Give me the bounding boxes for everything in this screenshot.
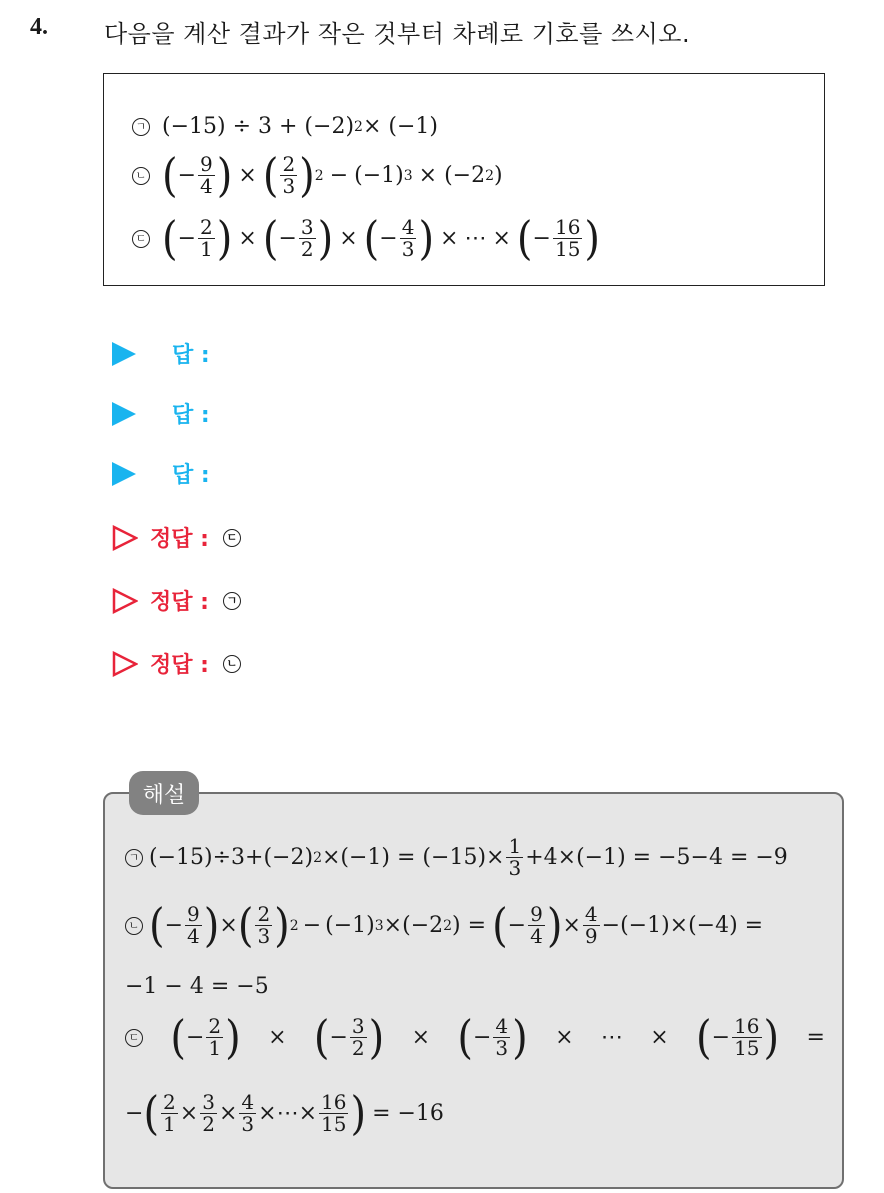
question-number: 4.	[30, 14, 48, 40]
correct-answer-1	[112, 522, 253, 553]
outline-triangle-icon	[112, 651, 138, 677]
marker-c: ㄷ	[132, 230, 150, 248]
explanation-b: ㄴ ( − $\frac{9}{4}$ ) × ( $\frac{2}{3}$ ) 2 − (−1) 3 ×(−2 2 ) = ( − $\frac{9}{4}$ ) × $\frac{4}{9}$ − (−1)×(−4) =	[125, 904, 763, 947]
outline-triangle-icon	[112, 525, 138, 551]
fraction: $\frac{9}{4}$	[200, 152, 213, 198]
question-text: 다음을 계산 결과가 작은 것부터 차례로 기호를 쓰시오.	[104, 20, 691, 48]
play-triangle-icon	[112, 402, 136, 426]
correct-answer-3	[112, 648, 253, 679]
marker-a: ㄱ	[132, 118, 150, 136]
correct-label: 정답 :	[150, 653, 209, 678]
explanation-a: ㄱ (−15)÷3+(−2) 2 ×(−1) = (−15)× $\frac{1}{3}$ +4×(−1) = −5−4 = −9	[125, 836, 788, 879]
problem-b: ㄴ ( − $\frac{9}{4}$ ) × ( $\frac{2}{3}$ ) 2 − (−1) 3 × (−2 2 )	[132, 154, 503, 197]
fraction: $\frac{2}{1}$	[200, 215, 213, 261]
correct-label: 정답 :	[150, 527, 209, 552]
correct-value: ㄷ	[223, 529, 241, 547]
play-triangle-icon	[112, 342, 136, 366]
explanation-tag: 해설	[129, 771, 199, 815]
problem-c: ㄷ ( − $\frac{2}{1}$ ) × ( − $\frac{3}{2}$ ) × ( − $\frac{4}{3}$ ) × ⋯ × ( − $\frac{16}{15}$ )	[132, 217, 600, 260]
fraction: $\frac{4}{3}$	[401, 215, 415, 261]
fraction: $\frac{3}{2}$	[300, 215, 314, 261]
answer-blank-2	[112, 398, 210, 429]
fraction: $\frac{1}{3}$	[508, 834, 522, 880]
correct-label: 정답 :	[150, 590, 209, 615]
problem-a	[132, 114, 438, 139]
outline-triangle-icon	[112, 588, 138, 614]
explanation-c: ㄷ ( − $\frac{2}{1}$ ) × ( − $\frac{3}{2}$ ) × ( − $\frac{4}{3}$ ) × ⋯ × ( − $\frac{16}{15}$ ) =	[125, 1016, 825, 1059]
explanation-box	[103, 792, 844, 1189]
problem-a-exp: 2	[354, 118, 363, 135]
problem-a-part2: × (−1)	[362, 114, 438, 139]
correct-value: ㄴ	[223, 655, 241, 673]
correct-answer-2	[112, 585, 253, 616]
answer-blank-3	[112, 458, 210, 489]
answer-blank-1	[112, 338, 210, 369]
explanation-b-line2: −1 − 4 = −5	[125, 974, 269, 999]
answer-label: 답 :	[172, 343, 210, 368]
fraction: $\frac{16}{15}$	[554, 215, 581, 261]
fraction: $\frac{2}{3}$	[282, 152, 296, 198]
correct-value: ㄱ	[223, 592, 241, 610]
play-triangle-icon	[112, 462, 136, 486]
answer-label: 답 :	[172, 463, 210, 488]
explanation-c-line2: − ( $\frac{2}{1}$ × $\frac{3}{2}$ × $\frac{4}{3}$ × ⋯ × $\frac{16}{15}$ ) = −16	[125, 1087, 444, 1140]
marker-b: ㄴ	[132, 167, 150, 185]
problem-a-part1: (−15) ÷ 3 + (−2)	[162, 114, 355, 139]
problem-box	[103, 73, 825, 286]
answer-label: 답 :	[172, 403, 210, 428]
